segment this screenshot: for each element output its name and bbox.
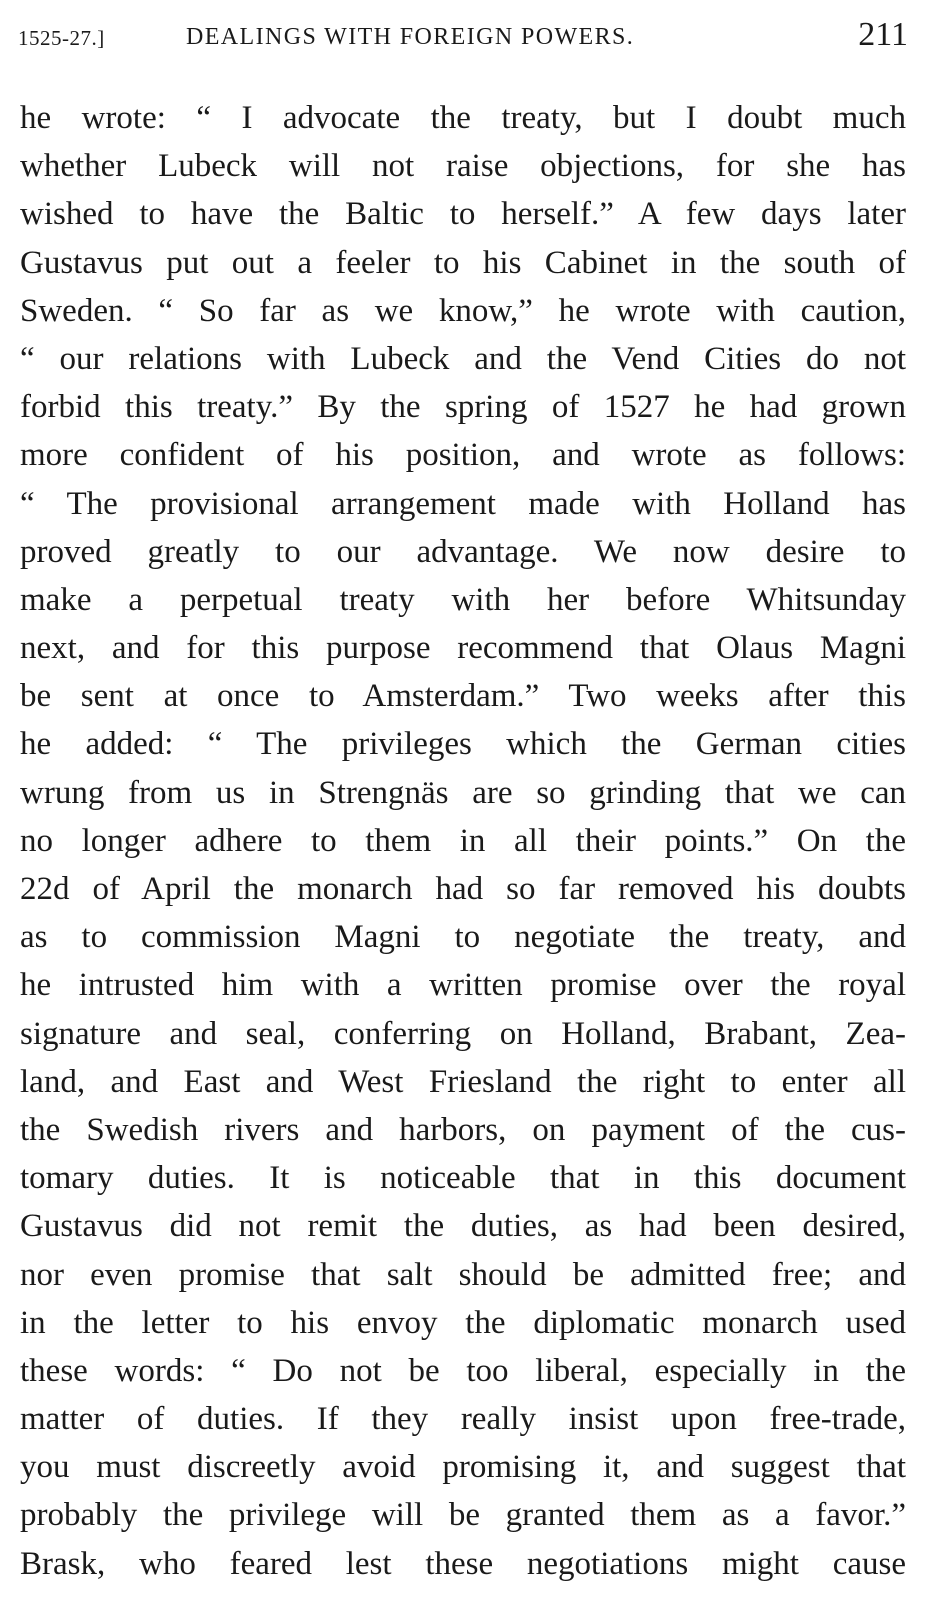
text-line: as to commission Magni to negotiate the treaty, and <box>20 919 906 956</box>
text-line: Gustavus put out a feeler to his Cabinet in the south of <box>20 244 906 281</box>
text-line: he intrusted him with a written promise over the royal <box>20 967 906 1004</box>
page-number: 211 <box>858 16 908 53</box>
body-text <box>20 94 906 1588</box>
text-line: make a perpetual treaty with her before Whitsunday <box>20 581 906 618</box>
text-line: Brask, who feared lest these negotiations might cause <box>20 1545 906 1582</box>
text-line: proved greatly to our advantage. We now desire to <box>20 533 906 570</box>
running-head <box>18 14 908 64</box>
text-line: these words: “ Do not be too liberal, especially in the <box>20 1352 906 1389</box>
text-line: probably the privilege will be granted them as a favor.” <box>20 1497 906 1534</box>
text-line: more confident of his position, and wrote as follows: <box>20 437 906 474</box>
text-line: “ The provisional arrangement made with Holland has <box>20 485 906 522</box>
text-line: whether Lubeck will not raise objections, for she has <box>20 148 906 185</box>
text-line: in the letter to his envoy the diplomatic monarch used <box>20 1304 906 1341</box>
text-line: signature and seal, conferring on Holland, Brabant, Zea- <box>20 1015 906 1052</box>
text-line: tomary duties. It is noticeable that in this document <box>20 1160 906 1197</box>
text-line: matter of duties. If they really insist upon free-trade, <box>20 1401 906 1438</box>
text-line: Sweden. “ So far as we know,” he wrote with caution, <box>20 292 906 329</box>
text-line: no longer adhere to them in all their points.” On the <box>20 822 906 859</box>
text-line: “ our relations with Lubeck and the Vend Cities do not <box>20 340 906 377</box>
text-line: the Swedish rivers and harbors, on payment of the cus- <box>20 1111 906 1148</box>
text-line: he added: “ The privileges which the German cities <box>20 726 906 763</box>
running-head-date-range: 1525-27.] <box>18 26 105 50</box>
text-line: next, and for this purpose recommend that Olaus Magni <box>20 630 906 667</box>
text-line: forbid this treaty.” By the spring of 1527 he had grown <box>20 389 906 426</box>
text-line: nor even promise that salt should be admitted free; and <box>20 1256 906 1293</box>
text-line: he wrote: “ I advocate the treaty, but I doubt much <box>20 100 906 136</box>
text-line: be sent at once to Amsterdam.” Two weeks after this <box>20 678 906 715</box>
text-line: you must discreetly avoid promising it, and suggest that <box>20 1449 906 1486</box>
text-line: 22d of April the monarch had so far removed his doubts <box>20 871 906 907</box>
text-line: land, and East and West Friesland the right to enter all <box>20 1063 906 1100</box>
text-line: wished to have the Baltic to herself.” A few days later <box>20 196 906 233</box>
running-head-chapter-title: DEALINGS WITH FOREIGN POWERS. <box>186 24 635 50</box>
text-line: Gustavus did not remit the duties, as had been desired, <box>20 1208 906 1245</box>
text-line: wrung from us in Strengnäs are so grinding that we can <box>20 774 906 811</box>
